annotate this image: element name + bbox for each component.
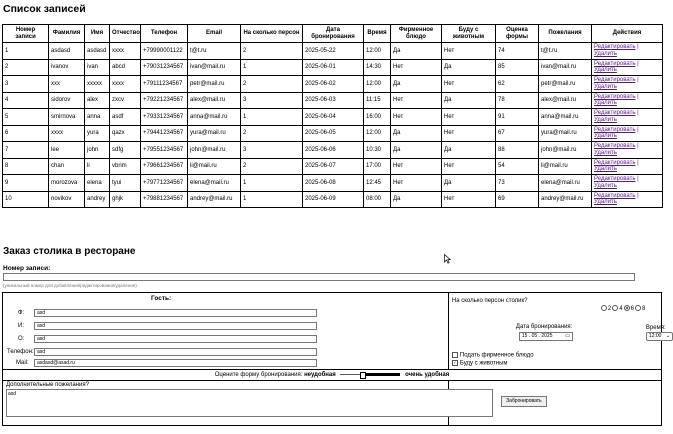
table-cell: chan bbox=[49, 158, 85, 175]
submit-button[interactable]: Забронировать bbox=[501, 396, 547, 407]
column-header: Фирменное блюдо bbox=[391, 25, 442, 43]
column-header: Действия bbox=[592, 25, 663, 43]
signature-dish-label: Подать фирменное блюдо bbox=[459, 352, 534, 359]
table-cell: Нет bbox=[391, 175, 442, 192]
persons-radio-2[interactable] bbox=[601, 305, 607, 311]
action-separator: | bbox=[637, 126, 639, 133]
table-cell: smirnova bbox=[49, 109, 85, 126]
table-cell: Да bbox=[442, 92, 496, 109]
delete-link[interactable]: Удалить bbox=[594, 166, 617, 173]
table-cell: alex@mail.ru bbox=[188, 92, 241, 109]
table-cell: li bbox=[85, 158, 110, 175]
table-cell: 12:00 bbox=[364, 43, 391, 60]
rating-high-label: очень удобная bbox=[405, 372, 450, 379]
edit-link[interactable]: Редактировать bbox=[594, 60, 636, 67]
table-cell: Да bbox=[442, 175, 496, 192]
table-cell: 11:15 bbox=[364, 92, 391, 109]
persons-option-label: 4 bbox=[619, 305, 623, 312]
table-cell: 73 bbox=[496, 175, 539, 192]
actions-cell bbox=[592, 109, 663, 126]
table-cell: vbnm bbox=[110, 158, 141, 175]
table-cell: 8 bbox=[3, 158, 49, 175]
table-cell: 2025-06-01 bbox=[303, 59, 364, 76]
action-separator: | bbox=[637, 44, 639, 51]
table-row bbox=[3, 158, 663, 175]
table-cell: 12:45 bbox=[364, 175, 391, 192]
table-cell: 5 bbox=[3, 109, 49, 126]
wishes-label: Дополнительные пожелания? bbox=[6, 382, 89, 388]
table-cell: elena bbox=[85, 175, 110, 192]
table-cell: 2 bbox=[3, 59, 49, 76]
action-separator: | bbox=[637, 176, 639, 183]
table-cell: +79551234567 bbox=[141, 142, 188, 159]
table-cell: 2 bbox=[241, 43, 303, 60]
column-header: Пожелания bbox=[539, 25, 592, 43]
table-cell: 1 bbox=[241, 109, 303, 126]
table-cell: Нет bbox=[442, 76, 496, 93]
table-cell: 3 bbox=[3, 76, 49, 93]
table-cell: 08:00 bbox=[364, 191, 391, 208]
edit-link[interactable]: Редактировать bbox=[594, 77, 636, 84]
table-cell: yura@mail.ru bbox=[539, 125, 592, 142]
table-cell: 16:00 bbox=[364, 109, 391, 126]
table-cell: 1 bbox=[241, 175, 303, 192]
wishes-cell bbox=[3, 381, 449, 426]
form-title: Заказ столика в ресторане bbox=[3, 246, 136, 257]
surname-input[interactable]: asd bbox=[34, 309, 317, 317]
table-cell: 74 bbox=[496, 43, 539, 60]
date-input[interactable] bbox=[519, 332, 573, 341]
with-pet-label: Буду с животным bbox=[459, 360, 508, 367]
table-cell: +79331234567 bbox=[141, 109, 188, 126]
actions-cell bbox=[592, 191, 663, 208]
table-cell: 3 bbox=[241, 92, 303, 109]
table-cell: 2025-06-05 bbox=[303, 125, 364, 142]
table-cell: ivan@mail.ru bbox=[188, 59, 241, 76]
persons-option-label: 8 bbox=[641, 305, 646, 312]
action-separator: | bbox=[637, 77, 639, 84]
name-label: И: bbox=[18, 323, 24, 329]
edit-link[interactable]: Редактировать bbox=[594, 192, 636, 199]
table-row bbox=[3, 109, 663, 126]
delete-link[interactable]: Удалить bbox=[594, 149, 617, 156]
table-cell: 2025-06-08 bbox=[303, 175, 364, 192]
table-cell: anna bbox=[85, 109, 110, 126]
name-input[interactable]: asd bbox=[34, 322, 317, 330]
delete-link[interactable]: Удалить bbox=[594, 67, 617, 74]
column-header: Имя bbox=[85, 25, 110, 43]
time-value: 12:00 bbox=[648, 333, 662, 339]
table-cell: Нет bbox=[442, 109, 496, 126]
table-cell: Нет bbox=[391, 109, 442, 126]
time-label: Время: bbox=[645, 325, 666, 331]
signature-dish-checkbox[interactable] bbox=[452, 352, 458, 358]
phone-input[interactable]: asd bbox=[34, 348, 317, 356]
table-cell: 62 bbox=[496, 76, 539, 93]
table-cell: 1 bbox=[3, 43, 49, 60]
submit-cell bbox=[448, 381, 661, 426]
table-cell: morozova bbox=[49, 175, 85, 192]
table-cell: yura bbox=[85, 125, 110, 142]
action-separator: | bbox=[637, 159, 639, 166]
table-cell: Нет bbox=[442, 125, 496, 142]
persons-radio-group bbox=[601, 305, 646, 312]
patronymic-input[interactable]: asd bbox=[34, 335, 317, 343]
rating-prompt: Оцените форму бронирования: bbox=[214, 372, 303, 379]
table-cell: lee bbox=[49, 142, 85, 159]
table-cell: xxxx bbox=[49, 125, 85, 142]
chevron-down-icon: ⌄ bbox=[665, 333, 670, 339]
mail-input[interactable]: asdasd@asad.ru bbox=[34, 359, 317, 367]
table-cell: alex@mail.ru bbox=[539, 92, 592, 109]
persons-question: На сколько персон столик? bbox=[451, 298, 528, 304]
table-cell: +79771234567 bbox=[141, 175, 188, 192]
column-header: На сколько персон bbox=[241, 25, 303, 43]
column-header: Оценка формы bbox=[496, 25, 539, 43]
mouse-cursor-icon bbox=[444, 254, 451, 264]
table-row bbox=[3, 59, 663, 76]
table-cell: 85 bbox=[496, 59, 539, 76]
table-cell: alex bbox=[85, 92, 110, 109]
table-cell: sidorov bbox=[49, 92, 85, 109]
actions-cell bbox=[592, 59, 663, 76]
table-cell: 54 bbox=[496, 158, 539, 175]
records-title: Список записей bbox=[3, 3, 86, 15]
edit-link[interactable]: Редактировать bbox=[594, 44, 636, 51]
record-number-label: Номер записи: bbox=[3, 265, 51, 272]
table-cell: 2025-06-07 bbox=[303, 158, 364, 175]
table-cell: abcd bbox=[110, 59, 141, 76]
action-separator: | bbox=[637, 93, 639, 100]
delete-link[interactable]: Удалить bbox=[594, 116, 617, 123]
table-cell: yura@mail.ru bbox=[188, 125, 241, 142]
edit-link[interactable]: Редактировать bbox=[594, 93, 636, 100]
table-cell: t@t.ru bbox=[188, 43, 241, 60]
table-cell: 14:30 bbox=[364, 59, 391, 76]
table-cell: 2025-06-06 bbox=[303, 142, 364, 159]
column-header: Телефон bbox=[141, 25, 188, 43]
column-header: Email bbox=[188, 25, 241, 43]
table-cell: zxcv bbox=[110, 92, 141, 109]
table-cell: anna@mail.ru bbox=[539, 109, 592, 126]
records-table bbox=[2, 24, 663, 208]
action-separator: | bbox=[637, 143, 639, 150]
with-pet-option[interactable] bbox=[452, 360, 508, 367]
table-cell: Да bbox=[442, 59, 496, 76]
table-cell: t@t.ru bbox=[539, 43, 592, 60]
table-cell: 1 bbox=[241, 59, 303, 76]
table-cell: Да bbox=[442, 142, 496, 159]
persons-radio-4[interactable] bbox=[612, 305, 618, 311]
persons-option-label: 2 bbox=[607, 305, 612, 312]
table-cell: Нет bbox=[442, 191, 496, 208]
table-cell: 12:00 bbox=[364, 76, 391, 93]
records-header-row bbox=[3, 25, 663, 43]
actions-cell bbox=[592, 92, 663, 109]
column-header: Отчество bbox=[110, 25, 141, 43]
slider-thumb[interactable] bbox=[360, 372, 366, 379]
table-cell: john@mail.ru bbox=[188, 142, 241, 159]
edit-link[interactable]: Редактировать bbox=[594, 143, 636, 150]
actions-cell bbox=[592, 142, 663, 159]
table-cell: Нет bbox=[391, 59, 442, 76]
table-row bbox=[3, 175, 663, 192]
table-cell: anna@mail.ru bbox=[188, 109, 241, 126]
table-cell: Нет bbox=[442, 43, 496, 60]
table-cell: 4 bbox=[3, 92, 49, 109]
table-cell: Да bbox=[391, 125, 442, 142]
table-cell: 2 bbox=[241, 125, 303, 142]
column-header: Время bbox=[364, 25, 391, 43]
table-cell: ivan bbox=[85, 59, 110, 76]
table-cell: sdfg bbox=[110, 142, 141, 159]
edit-link[interactable]: Редактировать bbox=[594, 159, 636, 166]
record-number-hint: (уникальный номер для добавления/редактирования/удаления) bbox=[3, 283, 137, 288]
delete-link[interactable]: Удалить bbox=[594, 100, 617, 107]
table-cell: xxxx bbox=[110, 43, 141, 60]
phone-label: Телефон: bbox=[7, 349, 34, 355]
table-cell: 91 bbox=[496, 109, 539, 126]
table-cell: xxx bbox=[49, 76, 85, 93]
table-cell: +79441234567 bbox=[141, 125, 188, 142]
guest-fieldset bbox=[3, 293, 449, 370]
table-cell: novikov bbox=[49, 191, 85, 208]
date-label: Дата бронирования: bbox=[515, 324, 573, 330]
column-header: Буду с животным bbox=[442, 25, 496, 43]
table-cell: Да bbox=[391, 142, 442, 159]
table-cell: 2025-05-22 bbox=[303, 43, 364, 60]
with-pet-checkbox[interactable]: ✓ bbox=[453, 360, 457, 365]
delete-link[interactable]: Удалить bbox=[594, 83, 617, 90]
table-cell: li@mail.ru bbox=[539, 158, 592, 175]
column-header: Номер записи bbox=[3, 25, 49, 43]
table-cell: +79031234567 bbox=[141, 59, 188, 76]
persons-option-label: 6 bbox=[630, 305, 634, 312]
table-cell: andrey@mail.ru bbox=[539, 191, 592, 208]
table-cell: 78 bbox=[496, 92, 539, 109]
rating-low-label: неудобная bbox=[304, 372, 336, 379]
edit-link[interactable]: Редактировать bbox=[594, 176, 636, 183]
table-cell: petr@mail.ru bbox=[539, 76, 592, 93]
table-cell: elena@mail.ru bbox=[188, 175, 241, 192]
table-cell: john bbox=[85, 142, 110, 159]
action-separator: | bbox=[637, 192, 639, 199]
time-select[interactable] bbox=[646, 332, 673, 341]
table-cell: Нет bbox=[442, 158, 496, 175]
table-cell: 2025-06-09 bbox=[303, 191, 364, 208]
table-cell: tyui bbox=[110, 175, 141, 192]
table-cell: 1 bbox=[241, 191, 303, 208]
action-separator: | bbox=[637, 60, 639, 67]
table-cell: asdf bbox=[110, 109, 141, 126]
edit-link[interactable]: Редактировать bbox=[594, 126, 636, 133]
table-cell: 17:00 bbox=[364, 158, 391, 175]
delete-link[interactable]: Удалить bbox=[594, 50, 617, 57]
rating-slider[interactable] bbox=[340, 372, 400, 377]
table-cell: Нет bbox=[391, 92, 442, 109]
table-cell: 12:00 bbox=[364, 125, 391, 142]
table-cell: li@mail.ru bbox=[188, 158, 241, 175]
table-cell: 9 bbox=[3, 175, 49, 192]
table-cell: elena@mail.ru bbox=[539, 175, 592, 192]
table-cell: 67 bbox=[496, 125, 539, 142]
table-cell: asdasd bbox=[49, 43, 85, 60]
table-cell: +79221234567 bbox=[141, 92, 188, 109]
column-header: Фамилия bbox=[49, 25, 85, 43]
table-cell: john@mail.ru bbox=[539, 142, 592, 159]
table-row bbox=[3, 142, 663, 159]
table-cell: petr@mail.ru bbox=[188, 76, 241, 93]
table-row bbox=[3, 92, 663, 109]
table-cell: ghjk bbox=[110, 191, 141, 208]
table-cell: andrey@mail.ru bbox=[188, 191, 241, 208]
delete-link[interactable]: Удалить bbox=[594, 199, 617, 206]
mail-label: Mail: bbox=[16, 360, 29, 366]
actions-cell bbox=[592, 125, 663, 142]
delete-link[interactable]: Удалить bbox=[594, 182, 617, 189]
wishes-textarea[interactable] bbox=[6, 389, 493, 417]
table-cell: 2 bbox=[241, 76, 303, 93]
booking-form bbox=[2, 292, 670, 426]
table-cell: 10:30 bbox=[364, 142, 391, 159]
table-cell: 6 bbox=[3, 125, 49, 142]
table-row bbox=[3, 191, 663, 208]
actions-cell bbox=[592, 175, 663, 192]
table-cell: +79881234567 bbox=[141, 191, 188, 208]
delete-link[interactable]: Удалить bbox=[594, 133, 617, 140]
rating-row bbox=[3, 370, 662, 381]
persons-radio-6[interactable] bbox=[624, 305, 630, 311]
table-cell: ivanov bbox=[49, 59, 85, 76]
edit-link[interactable]: Редактировать bbox=[594, 110, 636, 117]
table-cell: asdasd bbox=[85, 43, 110, 60]
table-cell: Да bbox=[391, 43, 442, 60]
surname-label: Ф: bbox=[18, 310, 25, 316]
table-cell: andrey bbox=[85, 191, 110, 208]
table-cell: 2025-06-02 bbox=[303, 76, 364, 93]
table-row bbox=[3, 76, 663, 93]
guest-legend: Гость: bbox=[151, 295, 172, 302]
date-value: 15 . 05 . 2025 bbox=[521, 333, 553, 339]
table-cell: 2025-06-04 bbox=[303, 109, 364, 126]
table-cell: 3 bbox=[241, 142, 303, 159]
table-cell: Нет bbox=[391, 158, 442, 175]
table-cell: 10 bbox=[3, 191, 49, 208]
signature-dish-option[interactable] bbox=[452, 352, 534, 359]
action-separator: | bbox=[637, 110, 639, 117]
table-cell: +79661234567 bbox=[141, 158, 188, 175]
actions-cell bbox=[592, 43, 663, 60]
table-cell: Да bbox=[391, 76, 442, 93]
actions-cell bbox=[592, 158, 663, 175]
column-header: Дата бронирования bbox=[303, 25, 364, 43]
table-cell: 88 bbox=[496, 142, 539, 159]
actions-cell bbox=[592, 76, 663, 93]
table-cell: qazx bbox=[110, 125, 141, 142]
table-cell: +79111234567 bbox=[141, 76, 188, 93]
calendar-icon[interactable]: ▭ bbox=[565, 333, 570, 339]
table-cell: 2 bbox=[241, 158, 303, 175]
table-cell: xxxxx bbox=[85, 76, 110, 93]
table-cell: +79990001122 bbox=[141, 43, 188, 60]
table-cell: 69 bbox=[496, 191, 539, 208]
table-cell: 2025-06-03 bbox=[303, 92, 364, 109]
table-row bbox=[3, 125, 663, 142]
table-cell: ivan@mail.ru bbox=[539, 59, 592, 76]
table-cell: Да bbox=[391, 191, 442, 208]
booking-options-cell bbox=[448, 293, 670, 370]
persons-radio-8[interactable] bbox=[635, 305, 641, 311]
record-number-input[interactable] bbox=[3, 273, 635, 281]
table-row bbox=[3, 43, 663, 60]
patronymic-label: О: bbox=[18, 336, 25, 342]
table-cell: xxxx bbox=[110, 76, 141, 93]
table-cell: 7 bbox=[3, 142, 49, 159]
